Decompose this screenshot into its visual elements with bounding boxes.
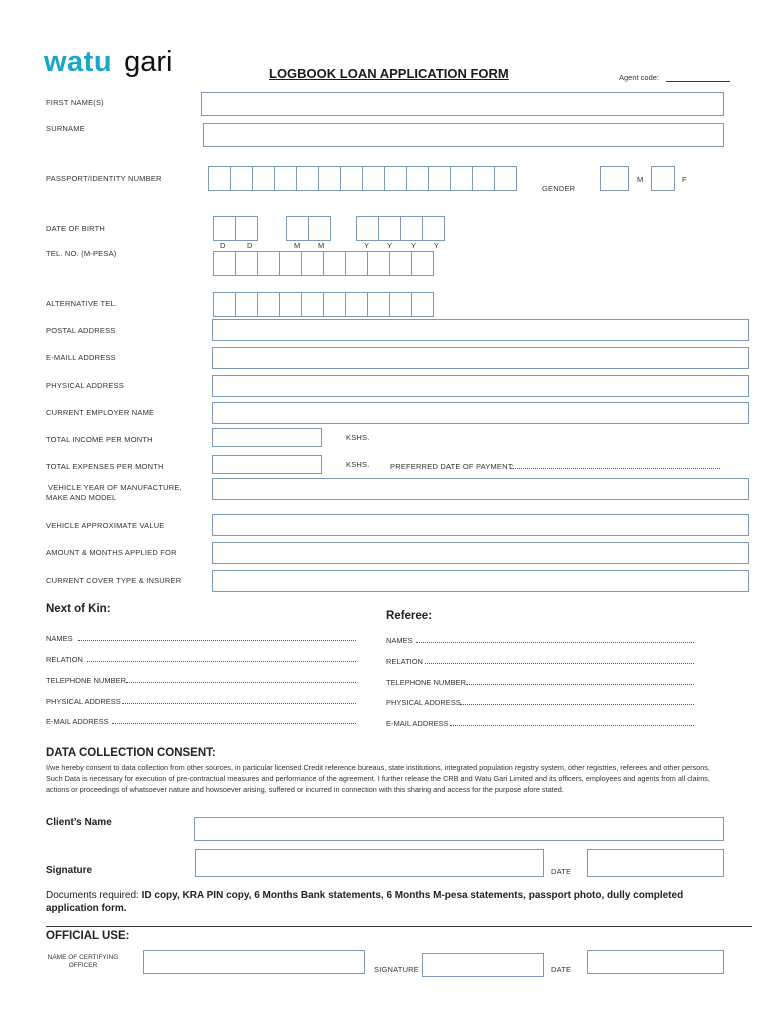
- income-label: TOTAL INCOME PER MONTH: [46, 435, 153, 444]
- official-date-input[interactable]: [587, 950, 724, 974]
- postal-label: POSTAL ADDRESS: [46, 326, 116, 335]
- referee-email-label: E-MAIL ADDRESS: [386, 719, 449, 728]
- vehicle-value-label: VEHICLE APPROXIMATE VALUE: [46, 521, 165, 530]
- first-names-label: FIRST NAME(S): [46, 98, 104, 107]
- documents-required: [46, 889, 736, 915]
- kin-names-field[interactable]: [78, 640, 356, 641]
- client-signature-box[interactable]: [195, 849, 544, 877]
- client-name-input[interactable]: [194, 817, 724, 841]
- email-label: E-MAILL ADDRESS: [46, 353, 116, 362]
- agent-code-label: Agent code:: [619, 73, 660, 82]
- income-currency: KSHS.: [346, 433, 370, 442]
- client-date-input[interactable]: [587, 849, 724, 877]
- expenses-label: TOTAL EXPENSES PER MONTH: [46, 462, 164, 471]
- email-input[interactable]: [212, 347, 749, 369]
- referee-heading: Referee:: [386, 610, 433, 622]
- tel-cells[interactable]: [213, 251, 433, 276]
- vehicle-year-label-1: VEHICLE YEAR OF MANUFACTURE,: [48, 483, 182, 492]
- tel-label: TEL. NO. (M-PESA): [46, 249, 117, 258]
- kin-physical-field[interactable]: [122, 703, 356, 704]
- agent-code-field[interactable]: [666, 81, 730, 82]
- referee-physical-label: PHYSICAL ADDRESS: [386, 698, 461, 707]
- alt-tel-label: ALTERNATIVE TEL.: [46, 299, 118, 308]
- vehicle-value-input[interactable]: [212, 514, 749, 536]
- surname-label: SURNAME: [46, 124, 85, 133]
- logo-watu-text: watu: [44, 46, 113, 78]
- certifying-officer-input[interactable]: [143, 950, 365, 974]
- preferred-date-label: PREFERRED DATE OF PAYMENT:: [390, 462, 514, 471]
- kin-physical-label: PHYSICAL ADDRESS: [46, 697, 121, 706]
- dob-hint-y4: Y: [434, 241, 440, 250]
- expenses-input[interactable]: [212, 455, 322, 474]
- referee-telephone-field[interactable]: [466, 684, 694, 685]
- dob-label: DATE OF BIRTH: [46, 224, 105, 233]
- official-date-label: DATE: [551, 965, 572, 974]
- referee-relation-field[interactable]: [425, 663, 694, 664]
- amount-input[interactable]: [212, 542, 749, 564]
- referee-names-field[interactable]: [416, 642, 694, 643]
- kin-email-label: E-MAIL ADDRESS: [46, 717, 109, 726]
- certifying-officer-label: [46, 954, 120, 970]
- dob-year-cells[interactable]: [356, 216, 444, 241]
- signature-label: Signature: [46, 865, 93, 876]
- physical-input[interactable]: [212, 375, 749, 397]
- official-divider: [46, 926, 752, 927]
- gender-label: GENDER: [542, 184, 576, 193]
- employer-label: CURRENT EMPLOYER NAME: [46, 408, 155, 417]
- kin-relation-field[interactable]: [87, 661, 356, 662]
- amount-label: AMOUNT & MONTHS APPLIED FOR: [46, 548, 177, 557]
- certifying-officer-label-line2: OFFICER: [68, 962, 98, 969]
- gender-female-box[interactable]: [651, 166, 675, 191]
- kin-telephone-label: TELEPHONE NUMBER: [46, 676, 127, 685]
- documents-list: ID copy, KRA PIN copy, 6 Months Bank statements, 6 Months M-pesa statements, passport photo, dully completed application form.: [46, 890, 684, 914]
- dob-day-cells[interactable]: [213, 216, 257, 241]
- vehicle-year-input[interactable]: [212, 478, 749, 500]
- kin-email-field[interactable]: [112, 723, 356, 724]
- passport-label: PASSPORT/IDENTITY NUMBER: [46, 174, 162, 183]
- watu-gari-logo: [44, 46, 172, 79]
- official-signature-label: SIGNATURE: [374, 965, 419, 974]
- kin-names-label: NAMES: [46, 634, 73, 643]
- alt-tel-cells[interactable]: [213, 292, 433, 317]
- gender-m-label: M: [637, 175, 644, 184]
- expenses-currency: KSHS.: [346, 460, 370, 469]
- form-title: LOGBOOK LOAN APPLICATION FORM: [269, 66, 509, 81]
- first-names-input[interactable]: [201, 92, 724, 116]
- dob-month-cells[interactable]: [286, 216, 330, 241]
- official-use-heading: OFFICIAL USE:: [46, 930, 130, 942]
- surname-input[interactable]: [203, 123, 724, 147]
- official-signature-box[interactable]: [422, 953, 544, 977]
- cover-label: CURRENT COVER TYPE & INSURER: [46, 576, 182, 585]
- client-date-label: DATE: [551, 867, 572, 876]
- logo-gari-text: gari: [124, 46, 173, 78]
- postal-input[interactable]: [212, 319, 749, 341]
- dob-hint-m2: M: [318, 241, 325, 250]
- income-input[interactable]: [212, 428, 322, 447]
- referee-physical-field[interactable]: [460, 704, 694, 705]
- vehicle-year-label-2: MAKE AND MODEL: [46, 493, 117, 502]
- next-of-kin-heading: Next of Kin:: [46, 603, 111, 615]
- physical-label: PHYSICAL ADDRESS: [46, 381, 124, 390]
- referee-relation-label: RELATION: [386, 657, 423, 666]
- dob-hint-m1: M: [294, 241, 301, 250]
- certifying-officer-label-line1: NAME OF CERTIFYING: [47, 954, 119, 961]
- preferred-date-field[interactable]: [510, 468, 720, 469]
- gender-f-label: F: [682, 175, 687, 184]
- referee-email-field[interactable]: [450, 725, 694, 726]
- client-name-label: Client’s Name: [46, 817, 112, 828]
- dob-hint-d1: D: [220, 241, 226, 250]
- gender-male-box[interactable]: [600, 166, 629, 191]
- cover-input[interactable]: [212, 570, 749, 592]
- consent-heading: DATA COLLECTION CONSENT:: [46, 747, 216, 759]
- dob-hint-y3: Y: [411, 241, 417, 250]
- kin-telephone-field[interactable]: [126, 682, 356, 683]
- documents-prefix: Documents required:: [46, 890, 142, 901]
- dob-hint-y1: Y: [364, 241, 370, 250]
- dob-hint-d2: D: [247, 241, 253, 250]
- dob-hint-y2: Y: [387, 241, 393, 250]
- kin-relation-label: RELATION: [46, 655, 83, 664]
- referee-telephone-label: TELEPHONE NUMBER: [386, 678, 467, 687]
- passport-number-cells[interactable]: [208, 166, 516, 191]
- consent-text: I/we hereby consent to data collection from other sources, in particular licensed Credit reference bureaus, state institutions, integrated population registry system, other registries, referees and other persons, Such Data is necessary for execution of pre-contractual measures and performance of the agreement. I further release the CRB and Watu Gari Limited and its officers, employees and agents from all claims, actions or proceedings of whatsoever nature and howsoever arising, suffered or incurred in connection with this sharing and access for the purpose afore stated.: [46, 763, 710, 794]
- referee-names-label: NAMES: [386, 636, 413, 645]
- employer-input[interactable]: [212, 402, 749, 424]
